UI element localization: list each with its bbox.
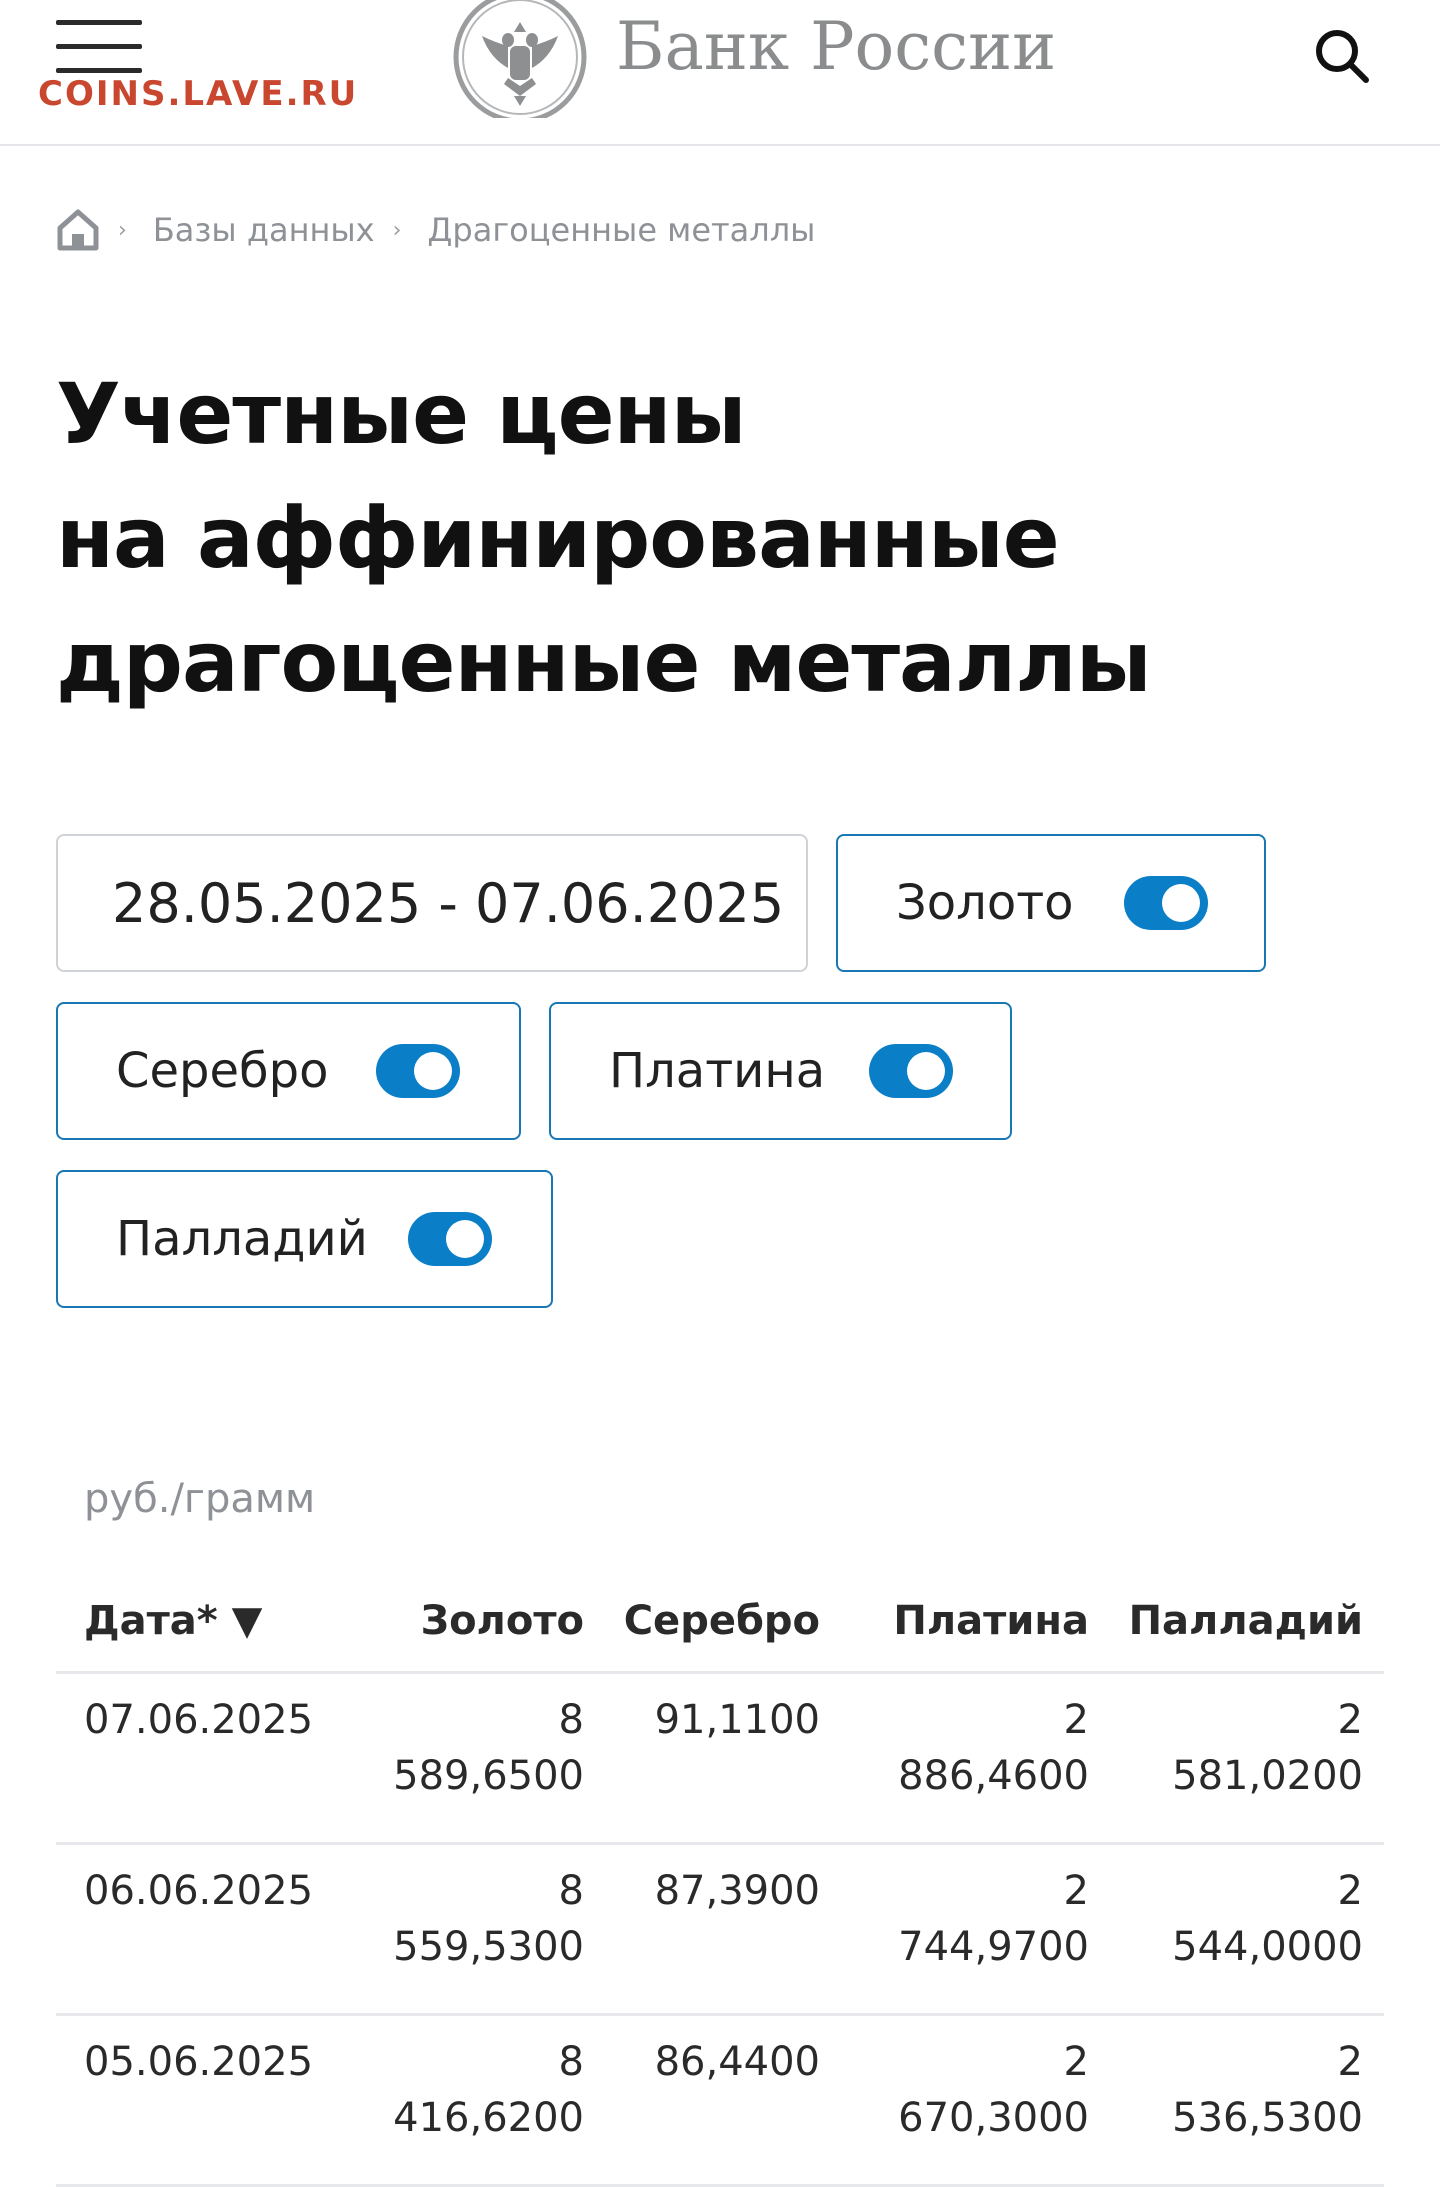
cell-silver — [655, 1863, 820, 1919]
cell-palladium — [1172, 1863, 1363, 1975]
cell-platinum — [898, 2034, 1089, 2146]
search-icon[interactable] — [1310, 24, 1374, 88]
gold-toggle-switch[interactable] — [1124, 876, 1208, 930]
chevron-right-icon: › — [392, 217, 402, 243]
cell-date — [84, 1692, 313, 1748]
units-label: руб./грамм — [84, 1476, 316, 1522]
silver-filter-toggle[interactable] — [56, 1002, 521, 1140]
prices-table — [56, 1578, 1384, 2187]
cell-palladium-part: 536,5300 — [1172, 2095, 1363, 2141]
cell-silver — [655, 2034, 820, 2090]
column-header-palladium: Палладий — [1128, 1598, 1363, 1644]
cell-platinum — [898, 1692, 1089, 1804]
cell-gold-part: 8 — [558, 1697, 584, 1743]
cell-date-value: 05.06.2025 — [84, 2039, 314, 2085]
table-header — [56, 1578, 1384, 1674]
platinum-filter-toggle[interactable] — [549, 1002, 1012, 1140]
cell-gold-part: 589,6500 — [393, 1753, 584, 1799]
cell-palladium-part: 2 — [1337, 1868, 1363, 1914]
cell-gold-part: 559,5300 — [393, 1924, 584, 1970]
site-header — [0, 0, 1440, 146]
cell-date — [84, 1863, 313, 1919]
cell-silver-part: 87,3900 — [654, 1868, 820, 1914]
table-row — [56, 1674, 1384, 1845]
silver-filter-label: Серебро — [116, 1043, 329, 1099]
cell-palladium-part: 2 — [1337, 1697, 1363, 1743]
column-header-gold: Золото — [420, 1598, 584, 1644]
cell-date-value: 06.06.2025 — [84, 1868, 314, 1914]
page-title-line: Учетные цены — [56, 365, 746, 463]
cell-palladium — [1172, 1692, 1363, 1804]
palladium-filter-toggle[interactable] — [56, 1170, 553, 1308]
cell-platinum — [898, 1863, 1089, 1975]
cell-silver — [655, 1692, 820, 1748]
silver-toggle-switch[interactable] — [376, 1044, 460, 1098]
breadcrumb-item-databases[interactable]: Базы данных — [152, 211, 375, 249]
cell-palladium-part: 581,0200 — [1172, 1753, 1363, 1799]
cell-platinum-part: 670,3000 — [898, 2095, 1089, 2141]
column-header-date[interactable]: Дата* ▼ — [84, 1598, 263, 1644]
bank-name[interactable]: Банк России — [616, 8, 1057, 85]
date-range-picker[interactable]: 28.05.2025 - 07.06.2025 — [56, 834, 808, 972]
cell-platinum-part: 2 — [1063, 2039, 1089, 2085]
platinum-toggle-switch[interactable] — [869, 1044, 953, 1098]
breadcrumb-item-precious-metals[interactable]: Драгоценные металлы — [427, 211, 816, 249]
page-title — [56, 352, 1356, 724]
cell-date — [84, 2034, 313, 2090]
breadcrumb — [56, 206, 815, 254]
cell-palladium — [1172, 2034, 1363, 2146]
cell-date-value: 07.06.2025 — [84, 1697, 314, 1743]
page-title-line: драгоценные металлы — [56, 613, 1151, 711]
table-row — [56, 2016, 1384, 2187]
cell-gold-part: 8 — [558, 1868, 584, 1914]
watermark: COINS.LAVE.RU — [38, 74, 359, 114]
column-header-silver: Серебро — [623, 1598, 820, 1644]
home-icon[interactable] — [56, 208, 100, 252]
page-title-line: на аффинированные — [56, 489, 1059, 587]
cell-platinum-part: 744,9700 — [898, 1924, 1089, 1970]
cell-platinum-part: 2 — [1063, 1697, 1089, 1743]
cell-gold — [393, 1863, 584, 1975]
cell-palladium-part: 544,0000 — [1172, 1924, 1363, 1970]
gold-filter-label: Золото — [896, 875, 1074, 931]
cell-gold-part: 416,6200 — [393, 2095, 584, 2141]
cell-palladium-part: 2 — [1337, 2039, 1363, 2085]
platinum-filter-label: Платина — [609, 1043, 826, 1099]
cell-gold — [393, 2034, 584, 2146]
palladium-toggle-switch[interactable] — [408, 1212, 492, 1266]
table-row — [56, 1845, 1384, 2016]
cell-gold — [393, 1692, 584, 1804]
cell-platinum-part: 886,4600 — [898, 1753, 1089, 1799]
chevron-right-icon: › — [118, 217, 127, 243]
gold-filter-toggle[interactable] — [836, 834, 1266, 972]
column-header-platinum: Платина — [893, 1598, 1089, 1644]
cell-silver-part: 86,4400 — [654, 2039, 820, 2085]
cell-gold-part: 8 — [558, 2039, 584, 2085]
palladium-filter-label: Палладий — [116, 1211, 368, 1267]
cell-silver-part: 91,1100 — [654, 1697, 820, 1743]
menu-icon[interactable] — [56, 20, 142, 76]
cell-platinum-part: 2 — [1063, 1868, 1089, 1914]
bank-emblem-icon[interactable] — [452, 0, 592, 118]
